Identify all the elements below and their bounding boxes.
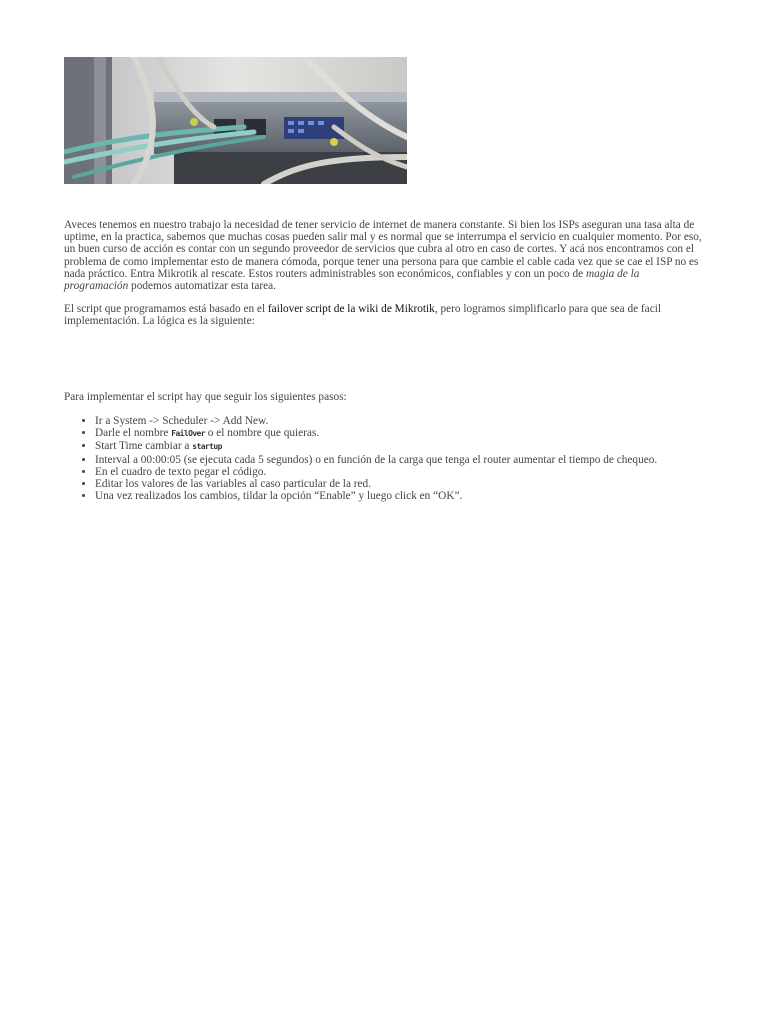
list-item — [95, 466, 735, 478]
intro-paragraph — [64, 219, 704, 292]
step-4-text: Interval a 00:00:05 (se ejecuta cada 5 segundos) o en función de la carga que tenga el router aumentar el tiempo de chequeo. — [95, 453, 658, 466]
failover-wiki-link[interactable]: failover script de la wiki de Mikrotik — [267, 303, 435, 315]
script-after: , pero logramos simplificarlo para que sea de facil implementación. La lógica es la siguiente: — [64, 303, 661, 328]
list-item — [95, 478, 735, 490]
step-3-before: Start Time cambiar a — [95, 440, 193, 453]
script-before: El script que programamos está basado en el — [64, 303, 268, 315]
router-illustration — [64, 57, 407, 184]
list-item — [95, 427, 735, 440]
intro-tail: podemos automatizar esta tarea. — [128, 280, 276, 293]
steps-list — [64, 415, 735, 502]
script-paragraph — [64, 303, 704, 327]
router-photo — [64, 57, 407, 184]
list-item — [95, 490, 735, 502]
step-2-code: FailOver — [171, 429, 205, 439]
intro-text: Aveces tenemos en nuestro trabajo la necesidad de tener servicio de internet de manera constante. Si bien los ISPs aseguran una tasa alta de uptime, en la practica, sabemos que muchas cosas pueden salir mal y es normal que se interrumpa el servicio en cualquier momento. Por eso, un buen curso de acción es contar con un segundo proveedor de servicios que cubra al otro en caso de cortes. Y acá nos encontramos con el problema de como implementar esto de manera cómoda, porque tener una persona para que cambie el cable cada vez que se cae el ISP no es nada práctico. Entra Mikrotik al rescate. Estos routers administrables son económicos, confiables y con un poco de — [64, 219, 702, 280]
intro-italic: magia de la programación — [64, 267, 640, 293]
step-1-text: Ir a System -> Scheduler -> Add New. — [95, 415, 269, 427]
step-2-before: Darle el nombre — [95, 427, 172, 440]
list-item — [95, 454, 735, 466]
step-5-text: En el cuadro de texto pegar el código. — [95, 465, 267, 478]
steps-intro: Para implementar el script hay que seguir los siguientes pasos: — [64, 391, 347, 403]
step-7-text: Una vez realizados los cambios, tildar la opción “Enable” y luego click en “OK”. — [95, 490, 463, 503]
list-item — [95, 415, 735, 427]
step-2-after: o el nombre que quieras. — [204, 427, 320, 440]
list-item — [95, 440, 735, 453]
step-3-code: startup — [192, 442, 222, 452]
step-6-text: Editar los valores de las variables al caso particular de la red. — [95, 478, 372, 491]
